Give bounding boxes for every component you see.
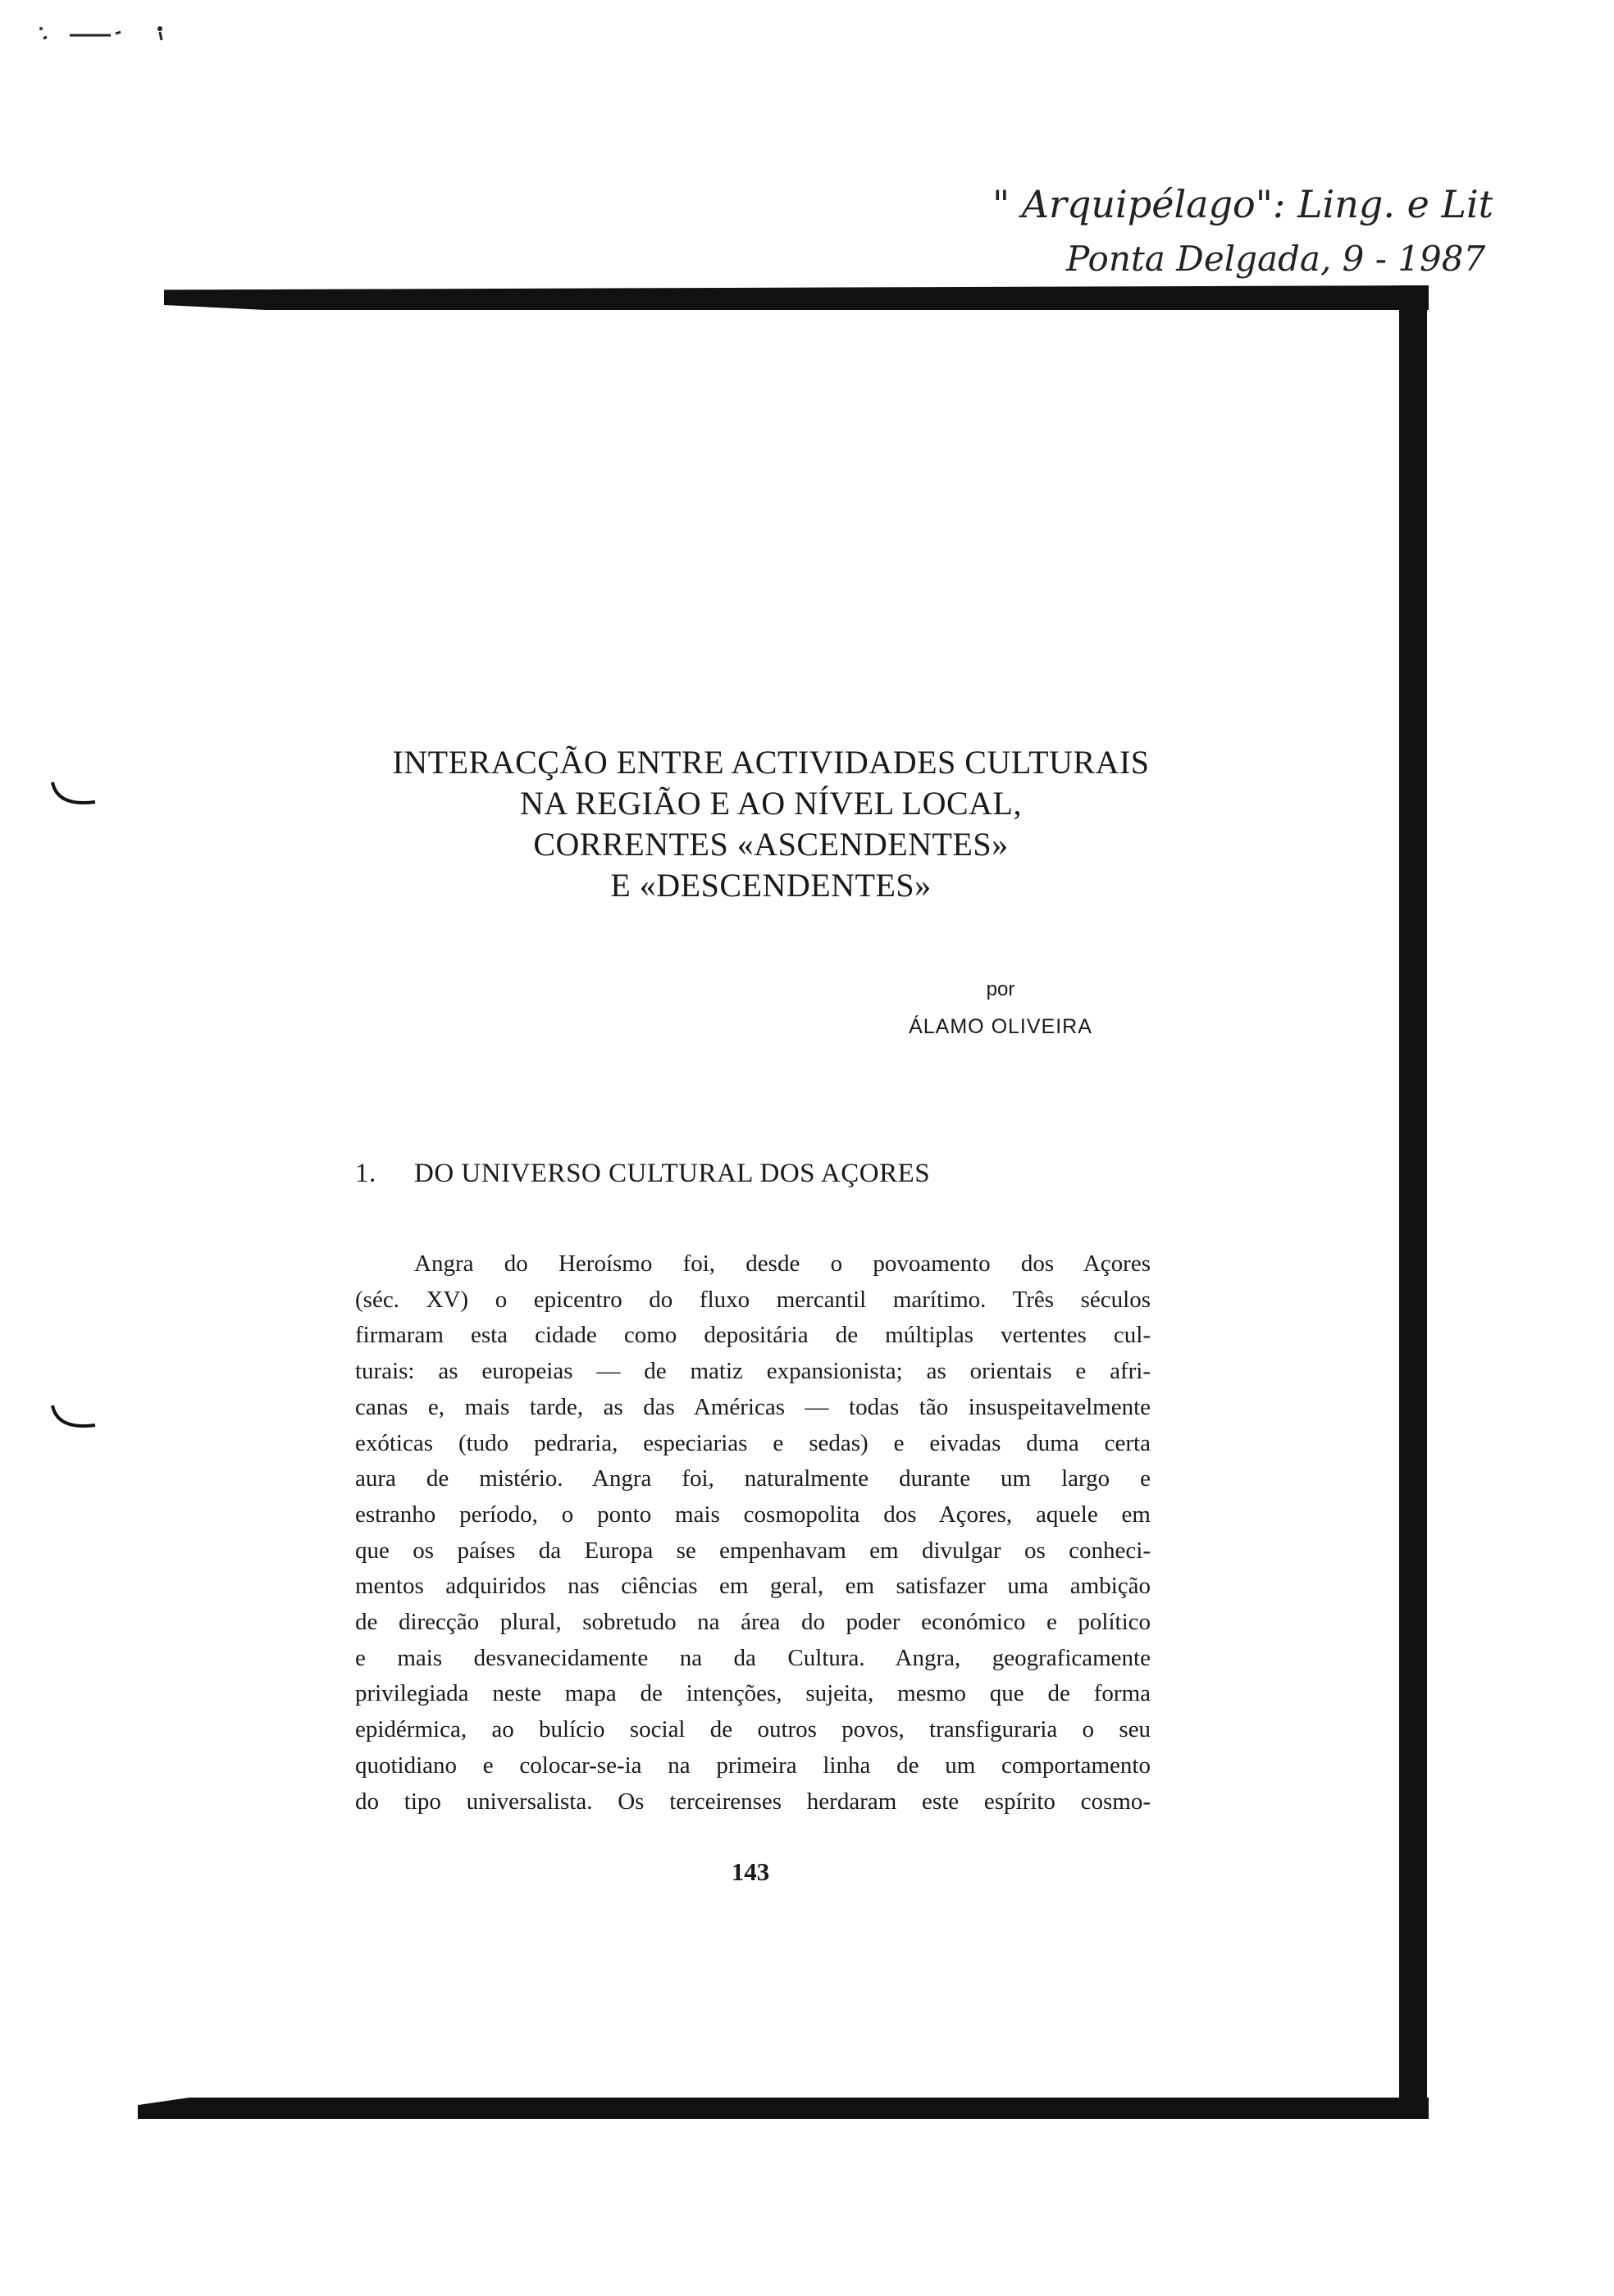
paragraph-line: estranho período, o ponto mais cosmopolita dos Açores, aquele em — [355, 1501, 1151, 1528]
paragraph-line: aura de mistério. Angra foi, naturalmente durante um largo e — [355, 1465, 1151, 1492]
paragraph-line: epidérmica, ao bulício social de outros povos, transfiguraria o seu — [355, 1716, 1151, 1743]
byline-por: por — [986, 978, 1015, 1000]
body-paragraph — [355, 1246, 1151, 1820]
paragraph-line: firmaram esta cidade como depositária de múltiplas vertentes cul- — [355, 1322, 1151, 1349]
frame-right-bar — [1399, 285, 1427, 2118]
margin-curve-mark-upper — [49, 779, 98, 816]
paragraph-line: turais: as europeias — de matiz expansionista; as orientais e afri- — [355, 1358, 1151, 1385]
section-title: DO UNIVERSO CULTURAL DOS AÇORES — [414, 1159, 931, 1188]
article-title — [279, 742, 1263, 906]
paragraph-line: que os países da Europa se empenhavam em divulgar os conheci- — [355, 1537, 1151, 1564]
paragraph-line: quotidiano e colocar-se-ia na primeira linha de um comportamento — [355, 1752, 1151, 1779]
title-line: NA REGIÃO E AO NÍVEL LOCAL, — [520, 785, 1022, 822]
title-line: INTERACÇÃO ENTRE ACTIVIDADES CULTURAIS — [392, 744, 1150, 781]
paragraph-line: canas e, mais tarde, as das Américas — todas tão insuspeitavelmente — [355, 1393, 1151, 1420]
paragraph-line: e mais desvanecidamente na da Cultura. Angra, geograficamente — [355, 1644, 1151, 1671]
paragraph-line: Angra do Heroísmo foi, desde o povoamento dos Açores — [414, 1250, 1151, 1277]
frame-bottom-bar — [138, 2098, 1429, 2119]
paragraph-line: de direcção plural, sobretudo na área do poder económico e político — [355, 1609, 1151, 1636]
handnote-line1: " Arquipélago": Ling. e Lit. — [992, 182, 1493, 226]
frame-top-bar — [164, 285, 1429, 310]
paragraph-line: exóticas (tudo pedraria, especiarias e sedas) e eivadas duma certa — [355, 1429, 1151, 1456]
title-line: E «DESCENDENTES» — [610, 867, 932, 904]
paragraph-line: privilegiada neste mapa de intenções, sujeita, mesmo que de forma — [355, 1680, 1151, 1707]
handwritten-reference-note — [984, 164, 1493, 287]
paragraph-line: do tipo universalista. Os terceirenses herdaram este espírito cosmo- — [355, 1788, 1151, 1815]
title-line: CORRENTES «ASCENDENTES» — [533, 826, 1009, 863]
scan-speck-top-left — [37, 20, 168, 49]
section-number: 1. — [355, 1159, 376, 1188]
section-heading — [355, 1159, 930, 1189]
paragraph-line: mentos adquiridos nas ciências em geral, em satisfazer uma ambição — [355, 1573, 1151, 1600]
margin-curve-mark-lower — [49, 1402, 98, 1439]
handnote-line2: Ponta Delgada, 9 - 1987 — [1066, 239, 1486, 279]
page-number: 143 — [731, 1857, 770, 1886]
paragraph-line: (séc. XV) o epicentro do fluxo mercantil marítimo. Três séculos — [355, 1286, 1151, 1313]
author-name: ÁLAMO OLIVEIRA — [909, 1015, 1092, 1038]
